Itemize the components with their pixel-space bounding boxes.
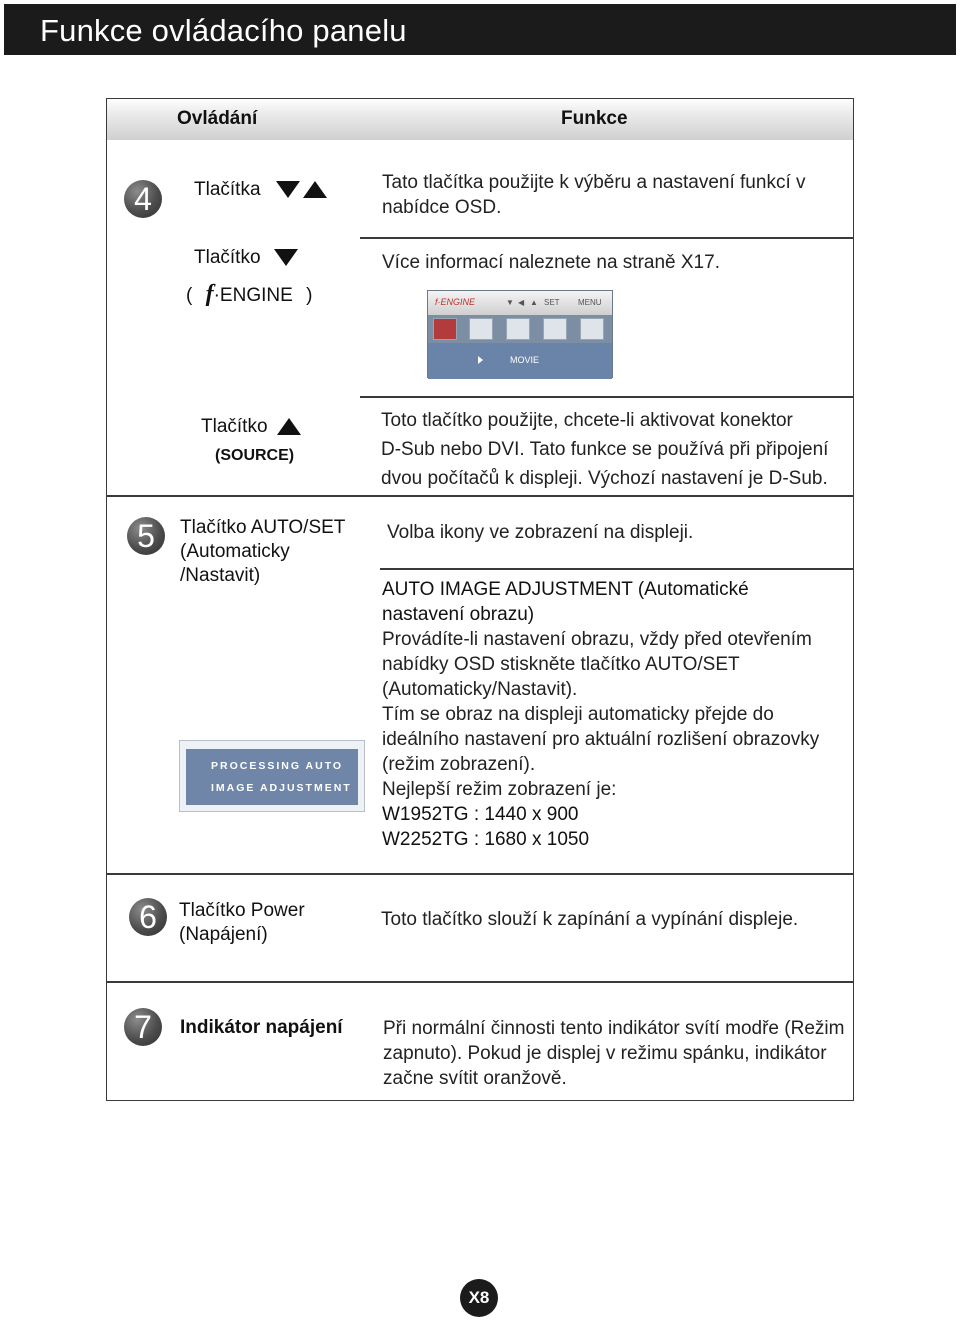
osd-left-icon: ◀ (518, 298, 525, 307)
label-power-indicator: Indikátor napájení (180, 1017, 343, 1038)
description-line: Nejlepší režim zobrazení je: (382, 779, 617, 800)
label-line: /Nastavit) (180, 565, 261, 586)
description-source (381, 406, 828, 493)
description-power-indicator (383, 1016, 844, 1091)
divider (380, 568, 854, 570)
osd-icon-row (428, 315, 612, 343)
processing-auto-osd (179, 740, 365, 812)
column-header-control: Ovládání (177, 108, 258, 129)
item-number-4: 4 (124, 180, 162, 218)
osd-message-box (186, 749, 358, 805)
label-navigation-buttons (194, 178, 327, 202)
osd-movie-icon (433, 318, 457, 340)
description-auto-adjust (382, 577, 819, 852)
description-line: ideálního nastavení pro aktuální rozlišení obrazovky (382, 729, 820, 750)
description-power: Toto tlačítko slouží k zapínání a vypínání displeje. (381, 909, 799, 930)
description-line: (režim zobrazení). (382, 754, 536, 775)
osd-menu-label: MENU (578, 298, 602, 307)
divider (106, 495, 854, 497)
item-number-7: 7 (124, 1008, 162, 1046)
label-line: (Napájení) (179, 924, 268, 945)
triangle-up-icon (303, 181, 327, 198)
label-text: Tlačítko (201, 416, 268, 437)
osd-mode-bar (428, 343, 612, 379)
osd-close-icon (543, 318, 567, 340)
label-source-button (201, 415, 301, 439)
osd-fengine-label: f·ENGINE (435, 297, 476, 307)
osd-message-line: PROCESSING AUTO (211, 760, 344, 772)
description-line: Tato tlačítka použijte k výběru a nastavení funkcí v (382, 172, 806, 193)
column-header-function: Funkce (561, 108, 628, 129)
description-navigation (382, 170, 806, 220)
paren-close: ) (306, 285, 313, 306)
description-line: zapnuto). Pokud je displej v režimu spánku, indikátor (383, 1043, 827, 1064)
triangle-up-icon (277, 418, 301, 435)
item-number-6: 6 (129, 898, 167, 936)
description-line: D-Sub nebo DVI. Tato funkce se používá při připojení (381, 439, 829, 460)
description-line: Toto tlačítko použijte, chcete-li aktivovat konektor (381, 410, 793, 431)
label-text: Tlačítka (194, 179, 261, 200)
osd-play-arrow-icon (478, 356, 483, 364)
label-line: Tlačítko Power (179, 900, 305, 921)
divider (360, 237, 854, 239)
osd-down-icon: ▼ (506, 298, 514, 307)
description-osd-icon: Volba ikony ve zobrazení na displeji. (387, 522, 694, 543)
description-line: Při normální činnosti tento indikátor svítí modře (Režim (383, 1018, 845, 1039)
label-line: (Automaticky (180, 541, 290, 562)
osd-top-bar (428, 291, 612, 315)
divider (106, 873, 854, 875)
description-line: dvou počítačů k displeji. Výchozí nastavení je D-Sub. (381, 468, 828, 489)
osd-set-label: SET (544, 298, 560, 307)
osd-photo-icon (506, 318, 530, 340)
page-number-badge: X8 (460, 1279, 498, 1317)
label-source-sub: (SOURCE) (215, 447, 295, 464)
divider (106, 981, 854, 983)
engine-text: ·ENGINE (213, 285, 293, 306)
description-line: nabídce OSD. (382, 197, 502, 218)
label-fengine-sub (186, 282, 312, 308)
label-line: Tlačítko AUTO/SET (180, 517, 346, 538)
description-line: nabídky OSD stiskněte tlačítko AUTO/SET (382, 654, 740, 675)
description-heading: AUTO IMAGE ADJUSTMENT (Automatické (382, 579, 749, 600)
osd-up-icon: ▲ (530, 298, 538, 307)
triangle-down-icon (276, 181, 300, 198)
description-heading: nastavení obrazu) (382, 604, 535, 625)
divider (360, 396, 854, 398)
paren-open: ( (186, 285, 193, 306)
description-fengine: Více informací naleznete na straně X17. (382, 252, 720, 273)
description-line: začne svítit oranžově. (383, 1068, 567, 1089)
description-line: Tím se obraz na displeji automaticky přejde do (382, 704, 774, 725)
label-power-button (179, 899, 305, 947)
description-line: (Automaticky/Nastavit). (382, 679, 578, 700)
resolution-w2252tg: W2252TG : 1680 x 1050 (382, 829, 590, 850)
label-fengine-button (194, 246, 298, 270)
label-text: Tlačítko (194, 247, 261, 268)
osd-internet-icon (469, 318, 493, 340)
triangle-down-icon (274, 249, 298, 266)
f-engine-logo-icon: f (205, 281, 214, 307)
resolution-w1952tg: W1952TG : 1440 x 900 (382, 804, 579, 825)
osd-message-line: IMAGE ADJUSTMENT (211, 782, 352, 794)
description-line: Provádíte-li nastavení obrazu, vždy před otevřením (382, 629, 812, 650)
header-bar (4, 4, 956, 55)
osd-demo-icon (580, 318, 604, 340)
fengine-osd-screenshot (427, 290, 613, 378)
page-title: Funkce ovládacího panelu (40, 13, 407, 48)
item-number-5: 5 (127, 517, 165, 555)
osd-mode-label: MOVIE (510, 355, 540, 365)
label-auto-set-button (180, 516, 345, 588)
table-header (107, 99, 853, 140)
